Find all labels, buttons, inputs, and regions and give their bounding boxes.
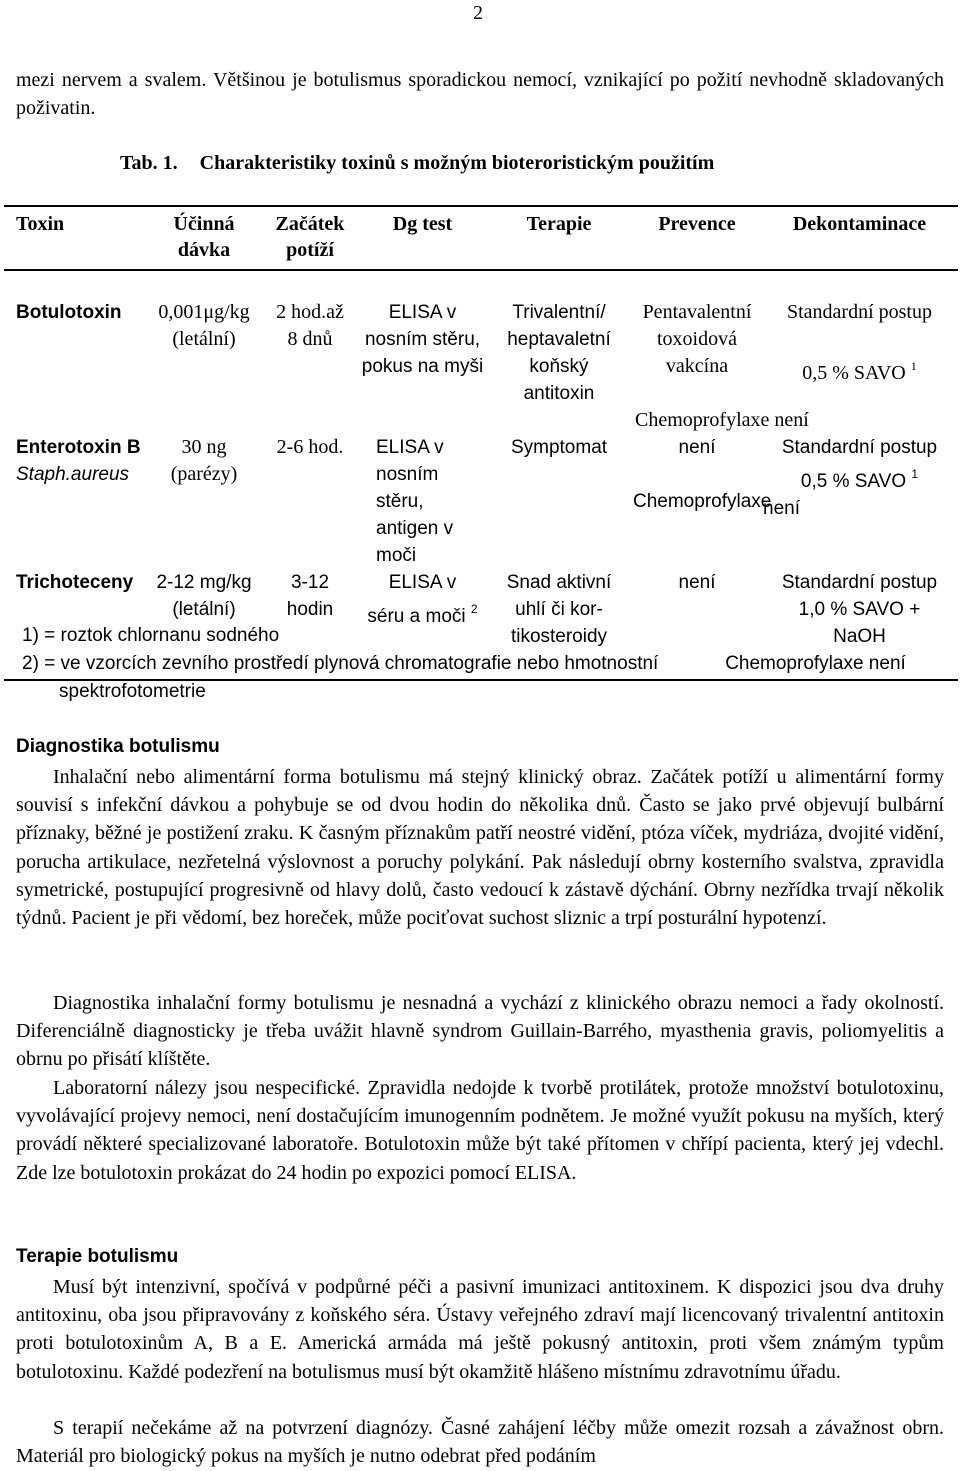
- table-row-enterotoxin: [4, 434, 958, 569]
- table-caption-title: Charakteristiky toxinů s možným bioteroristickým použitím: [199, 152, 715, 174]
- cell-toxin-line1: Enterotoxin B: [16, 437, 141, 458]
- cell-dgtest-line3: antigen v: [376, 518, 454, 539]
- paragraph-diagnostika-1: Inhalační nebo alimentární forma botulismu má stejný klinický obraz. Začátek potíží u alimentární formy souvisí s infekční dávkou a pohybuje se od dvou hodin do několika dnů. Často se jako prvé objevují bulbární příznaky, běžné je postižení zraku. K časným příznakům patří neostré vidění, ptóza víček, mydriáza, dvojité vidění, porucha artikulace, nezřetelná výslovnost a poruchy polykání. Pak následují obrny kosterního svalstva, zpravidla symetrické, postupující progresivně od hlavy dolů, často vedoucí k zástavě dýchání. Obrny nezřídka trvají několik týdnů. Pacient je při vědomí, bez horeček, může pociťovat suchost sliznic a trpí posturální hypotenzí.: [16, 766, 944, 930]
- cell-prevention-line2: toxoidová: [657, 328, 737, 350]
- cell-decon-line2: [761, 353, 958, 387]
- cell-dose: [148, 299, 260, 407]
- footnote-marker-1: 1: [911, 467, 919, 481]
- table-footnotes: [22, 622, 658, 706]
- cell-prevention-line2: Chemoprofylaxe: [633, 491, 772, 512]
- cell-therapy-line3: tikosteroidy: [510, 626, 608, 647]
- cell-decon-savo: 0,5 % SAVO: [802, 362, 906, 384]
- cell-dgtest: [360, 434, 485, 569]
- cell-dgtest: [360, 299, 485, 407]
- cell-onset-line1: 3-12: [290, 572, 330, 593]
- header-onset-line2: potíží: [286, 239, 334, 261]
- footnote-marker-1: 1: [910, 359, 917, 373]
- cell-chemoprophylaxis: Chemoprofylaxe není: [633, 650, 958, 680]
- cell-onset-line1: 2 hod.až: [276, 301, 344, 323]
- cell-onset: [260, 299, 360, 407]
- cell-dgtest-line2: nosním stěru,: [364, 329, 481, 350]
- cell-decon-line1: Standardní postup: [787, 301, 932, 323]
- cell-therapy-line2: heptavaletní: [507, 329, 611, 350]
- cell-therapy-line4: antitoxin: [523, 383, 595, 404]
- cell-prevention: [633, 434, 772, 569]
- cell-dgtest-line3: pokus na myši: [361, 356, 484, 377]
- footnote-2-continuation: spektrofotometrie: [59, 681, 206, 702]
- cell-dgtest-line4: moči: [376, 545, 417, 566]
- cell-therapy: [485, 299, 633, 407]
- cell-prevention-line1: není: [678, 437, 716, 458]
- cell-dose-line1: 30 ng: [181, 436, 227, 458]
- table-caption-number: Tab. 1.: [120, 152, 178, 174]
- cell-therapy-line2: uhlí či kor-: [515, 599, 603, 620]
- cell-onset-line2: 8 dnů: [287, 328, 333, 350]
- cell-dose-line1: 2-12 mg/kg: [156, 572, 252, 593]
- header-prevention: Prevence: [633, 206, 761, 270]
- cell-onset-line2: hodin: [286, 599, 334, 620]
- paragraph-diagnostika-3: Laboratorní nálezy jsou nespecifické. Zpravidla nedojde k tvorbě protilátek, protože množství botulotoxinu, vyvolávající projevy nemoci, není dostačujícím imunogenním podnětem. Je možné využít pokusu na myších, který provádí některé specializované laboratoře. Botulotoxin může být také přítomen v chřípí pacienta, který jej vdechl. Zde lze botulotoxin prokázat do 24 hodin po expozici pomocí ELISA.: [16, 1077, 944, 1184]
- header-onset-line1: Začátek: [275, 213, 345, 235]
- cell-dgtest-line1: ELISA v: [388, 302, 457, 323]
- cell-decon-line2: [761, 461, 958, 495]
- cell-toxin: [4, 434, 148, 569]
- header-dgtest: Dg test: [360, 206, 485, 270]
- cell-therapy-line1: Trivalentní/: [512, 302, 606, 323]
- cell-decon-line1: Standardní postup: [781, 572, 938, 593]
- table-caption: [120, 152, 714, 175]
- paragraph-terapie-2: S terapií nečekáme až na potvrzení diagnózy. Časné zahájení léčby může omezit rozsah a závažnost obrn. Materiál pro biologický pokus na myších je nutno odebrat před podáním: [16, 1417, 944, 1468]
- toxin-table: [4, 205, 958, 681]
- cell-toxin: Trichoteceny: [16, 572, 134, 593]
- header-onset: [260, 206, 360, 270]
- cell-therapy-line1: Snad aktivní: [506, 572, 612, 593]
- footnote-marker-2: 2: [470, 602, 478, 616]
- cell-onset: 2-6 hod.: [276, 436, 344, 458]
- table-row-botulotoxin: [4, 299, 958, 407]
- header-dose-line1: Účinná: [173, 213, 235, 235]
- footnote-2: 2) = ve vzorcích zevního prostředí plynová chromatografie nebo hmotnostní: [22, 653, 659, 674]
- cell-decon-savo: 0,5 % SAVO: [800, 471, 907, 492]
- paragraph-terapie-1: Musí být intenzivní, spočívá v podpůrné péči a pasivní imunizaci antitoxinem. K dispozici jsou dva druhy antitoxinu, oba jsou připravovány z koňského séra. Ústavy veřejného zdraví mají licencovaný trivalentní antitoxin proti botulotoxinům A, B a E. Americká armáda má ještě pokusný antitoxin, proti všem známým typům botulotoxinu. Každé podezření na botulismus musí být okamžitě hlášeno místnímu zdravotnímu úřadu.: [16, 1276, 944, 1383]
- cell-decon-line2: 1,0 % SAVO +: [798, 599, 921, 620]
- cell-dgtest-text: séru a moči: [367, 606, 466, 627]
- table-header-row: [4, 206, 958, 270]
- table-row-botulotoxin-footer: [4, 407, 958, 434]
- cell-dgtest-line1: ELISA v: [376, 437, 444, 458]
- page-number: 2: [473, 2, 483, 24]
- intro-paragraph: mezi nervem a svalem. Většinou je botulismus sporadickou nemocí, vznikající po požití nevhodně skladovaných poživatin.: [16, 69, 944, 119]
- cell-dose: [148, 434, 260, 569]
- section-heading-terapie: Terapie botulismu: [16, 1246, 179, 1267]
- cell-prevention-line1: Pentavalentní: [642, 301, 752, 323]
- header-toxin: Toxin: [4, 206, 148, 270]
- cell-chemoprophylaxis: Chemoprofylaxe není: [635, 409, 809, 431]
- cell-prevention: [633, 299, 761, 407]
- cell-decontamination: [761, 434, 958, 569]
- header-dose-line2: dávka: [177, 239, 231, 261]
- cell-dose-line2: (parézy): [170, 463, 238, 485]
- cell-decon-line3: není: [763, 498, 800, 519]
- cell-therapy-line3: koňský: [529, 356, 589, 377]
- cell-toxin: Botulotoxin: [16, 302, 122, 323]
- cell-decontamination: [761, 569, 958, 650]
- cell-toxin-line2: Staph.aureus: [16, 464, 130, 485]
- cell-therapy: Symptomat: [510, 437, 608, 458]
- cell-prevention: není: [678, 572, 716, 593]
- paragraph-diagnostika-2: Diagnostika inhalační formy botulismu je nesnadná a vychází z klinického obrazu nemoci a řady okolností. Diferenciálně diagnosticky je třeba uvážit hlavně syndrom Guillain-Barrého, myasthenia gravis, poliomyelitis a obrnu po přisátí klíštěte.: [16, 992, 944, 1071]
- cell-decontamination: [761, 299, 958, 407]
- cell-dgtest-line2: nosním stěru,: [376, 464, 439, 512]
- cell-dose-line2: (letální): [172, 328, 236, 350]
- cell-decon-line3: NaOH: [833, 626, 886, 647]
- footnote-1: 1) = roztok chlornanu sodného: [22, 625, 280, 646]
- header-dose: [148, 206, 260, 270]
- cell-dose-line1: 0,001μg/kg: [158, 301, 250, 323]
- section-heading-diagnostika: Diagnostika botulismu: [16, 736, 220, 757]
- cell-prevention-line3: vakcína: [665, 355, 729, 377]
- cell-dgtest-line1: ELISA v: [388, 572, 457, 593]
- header-decontamination: Dekontaminace: [761, 206, 958, 270]
- header-therapy: Terapie: [485, 206, 633, 270]
- cell-dose-line2: (letální): [172, 599, 236, 620]
- cell-decon-line1: Standardní postup: [781, 437, 938, 458]
